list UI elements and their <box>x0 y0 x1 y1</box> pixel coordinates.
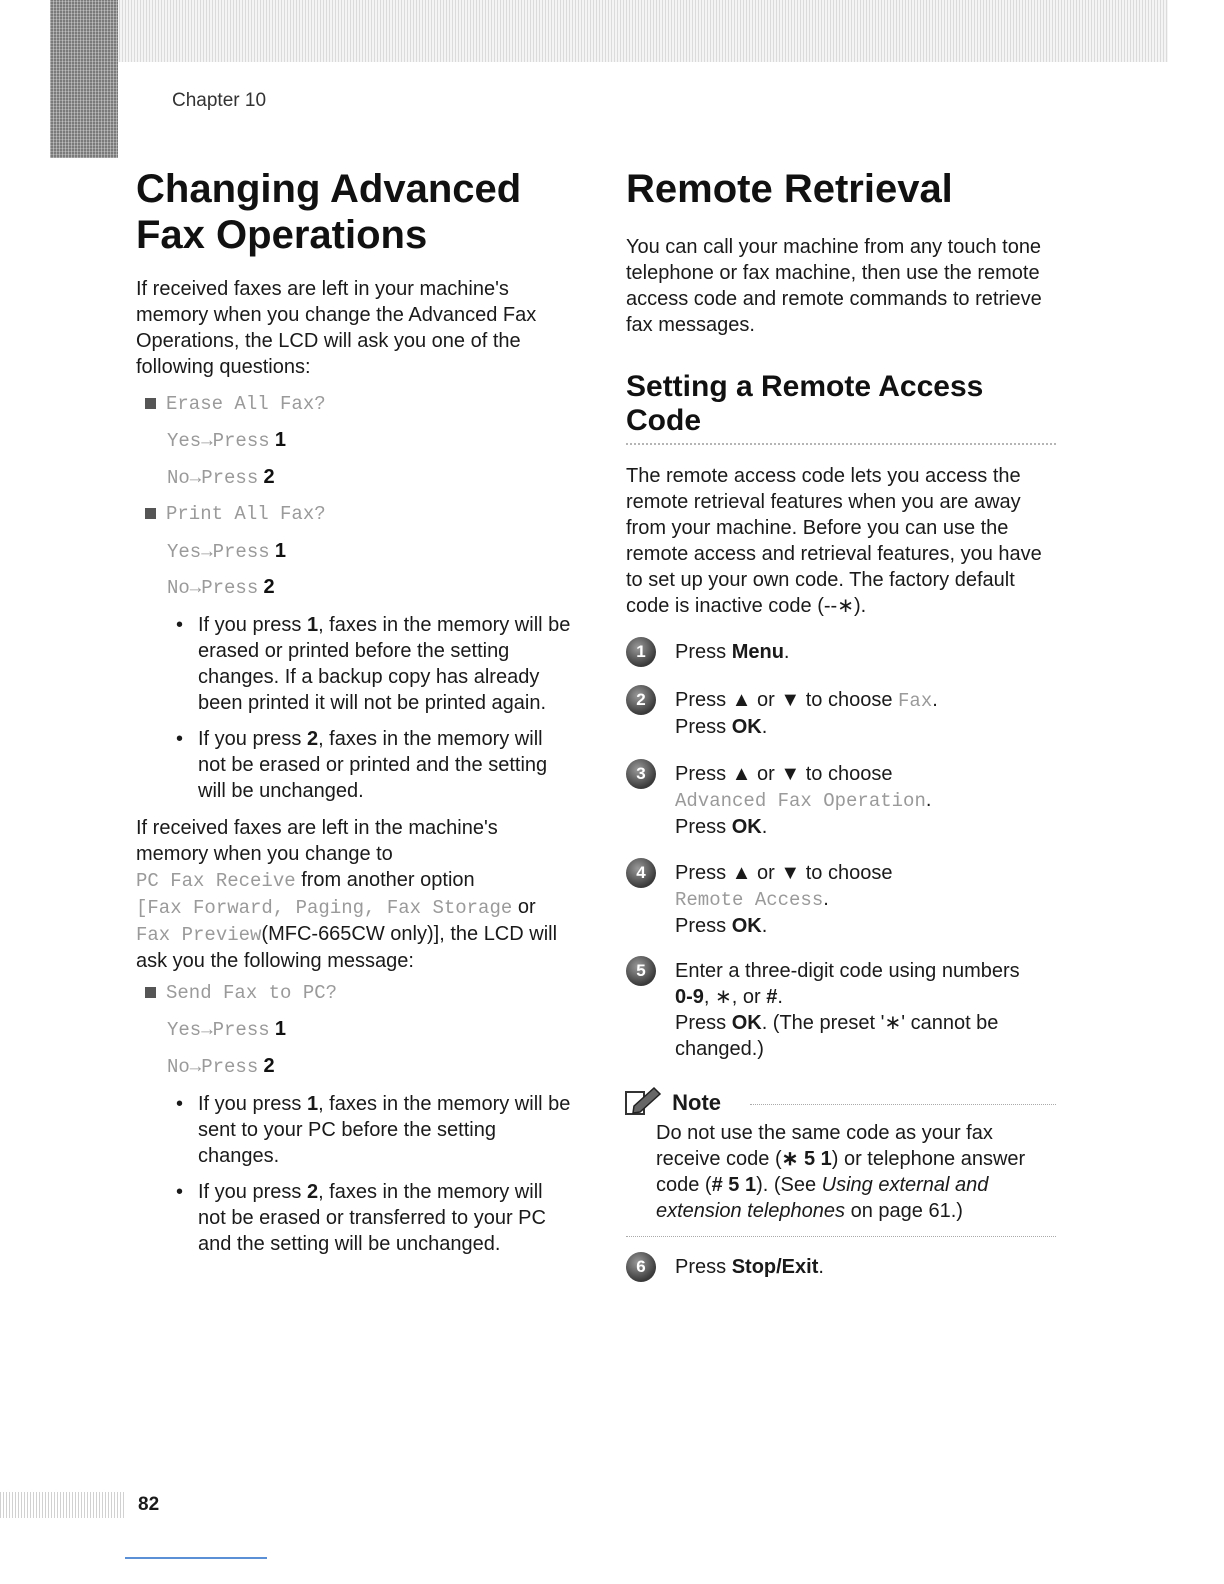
page-number: 82 <box>138 1494 160 1515</box>
note-text: on page 61.) <box>845 1200 963 1222</box>
square-bullet-icon <box>145 398 156 409</box>
step-number-icon: 2 <box>626 685 656 715</box>
option-yes <box>167 1018 286 1041</box>
step-text-part: Press <box>675 816 732 838</box>
option-yes <box>167 429 286 452</box>
right-para: The remote access code lets you access the remote retrieval features when you are away from your machine. Before you can use the remote access and retrieval features, you have to set up your own code. The factory default code is inactive code (--∗). <box>626 465 1042 617</box>
chapter-label: Chapter 10 <box>172 90 267 111</box>
lcd-option: Fax <box>898 690 933 712</box>
step-text-part: . <box>761 915 768 937</box>
step-text <box>675 639 1075 665</box>
bullet-key: 2 <box>306 1181 319 1203</box>
bullet-text: , faxes in the memory will not be erased or transferred to your PC and the setting will be unchanged. <box>198 1181 546 1255</box>
chapter-tab <box>50 0 118 158</box>
option-no-key: 2 <box>263 1055 275 1077</box>
bullet-text: If you press <box>198 1093 307 1115</box>
note-code: # 5 1 <box>711 1174 757 1196</box>
step-text-part: Press <box>675 716 732 738</box>
step-text-part: . <box>761 816 768 838</box>
step-number-icon: 3 <box>626 759 656 789</box>
step-5 <box>626 956 1076 1064</box>
step-4 <box>626 858 1076 940</box>
option-yes-key: 1 <box>274 1018 287 1040</box>
option-yes-key: 1 <box>274 429 287 451</box>
step-text-part: Press ▲ or ▼ to choose <box>675 763 893 785</box>
lcd-text: Erase All Fax? <box>166 393 326 415</box>
dot-bullet-icon: • <box>176 1093 184 1115</box>
lcd-question-print <box>145 503 326 525</box>
step-3 <box>626 759 1076 841</box>
note-top-rule <box>750 1104 1056 1105</box>
square-bullet-icon <box>145 508 156 519</box>
ok-key: OK <box>731 915 762 937</box>
bullet-item <box>176 726 573 804</box>
note-text: ). (See <box>756 1174 822 1196</box>
bullet-key: 2 <box>306 728 319 750</box>
note-reference: Using external and extension telephones <box>656 1174 989 1222</box>
stop-exit-key: Stop/Exit <box>731 1256 819 1278</box>
option-no-key: 2 <box>263 576 275 598</box>
step-6 <box>626 1252 1076 1282</box>
square-bullet-icon <box>145 987 156 998</box>
digit-keys: 0-9 <box>675 986 704 1008</box>
footer-line <box>125 1557 267 1559</box>
step-text <box>675 687 1075 740</box>
left-title-line1: Changing Advanced <box>136 167 522 211</box>
right-intro: You can call your machine from any touch tone telephone or fax machine, then use the remote access code and remote commands to retrieve fax messages. <box>626 236 1042 336</box>
para2-option: Fax Preview <box>136 924 262 946</box>
note-body <box>656 1120 1056 1224</box>
step-text-part: Press <box>675 1256 732 1278</box>
dot-bullet-icon: • <box>176 614 184 636</box>
dot-bullet-icon: • <box>176 728 184 750</box>
bullet-text: If you press <box>198 728 307 750</box>
option-yes-key: 1 <box>274 540 287 562</box>
hash-key: # <box>766 986 778 1008</box>
left-column <box>136 166 566 258</box>
option-no-text: No→Press <box>167 467 259 489</box>
para2-text: from another option <box>295 869 475 891</box>
note-bottom-rule <box>626 1236 1056 1237</box>
para2-option: PC Fax Receive <box>136 870 296 892</box>
step-text-part: Press <box>675 915 732 937</box>
step-text-part: . <box>932 689 938 711</box>
option-no <box>167 466 275 489</box>
step-number-icon: 1 <box>626 637 656 667</box>
bullet-item <box>176 1179 573 1257</box>
step-text-part: Press ▲ or ▼ to choose <box>675 689 899 711</box>
option-yes-text: Yes→Press <box>167 430 270 452</box>
pencil-note-icon <box>624 1086 666 1116</box>
note-heading <box>624 1086 721 1116</box>
bullet-key: 1 <box>306 614 319 636</box>
note-text: ) or telephone answer code ( <box>656 1148 1026 1196</box>
bullet-text: If you press <box>198 1181 307 1203</box>
step-number-icon: 5 <box>626 956 656 986</box>
step-text-part: . <box>761 716 768 738</box>
step-text-part: . <box>925 789 932 811</box>
step-text-part: . <box>777 986 783 1008</box>
bullet-item <box>176 612 573 716</box>
para2-option: [Fax Forward, Paging, Fax Storage <box>136 897 513 919</box>
header-band <box>50 0 1168 62</box>
lcd-option: Advanced Fax Operation <box>675 790 926 812</box>
option-yes-text: Yes→Press <box>167 1019 270 1041</box>
left-title <box>136 166 566 258</box>
section-rule <box>626 443 1056 445</box>
option-no <box>167 576 275 599</box>
section-heading <box>626 370 983 438</box>
step-text <box>675 958 1065 1062</box>
menu-key: Menu <box>731 641 784 663</box>
right-title: Remote Retrieval <box>626 167 953 211</box>
step-text-part: Press <box>675 641 732 663</box>
dot-bullet-icon: • <box>176 1181 184 1203</box>
lcd-text: Print All Fax? <box>166 503 326 525</box>
left-intro: If received faxes are left in your machine's memory when you change the Advanced Fax Operations, the LCD will ask you one of the following questions: <box>136 278 537 378</box>
bullet-item <box>176 1091 573 1169</box>
bullet-text: If you press <box>198 614 307 636</box>
bullet-text: , faxes in the memory will be sent to your PC before the setting changes. <box>198 1093 571 1167</box>
option-no-key: 2 <box>263 466 275 488</box>
para2-text: or <box>512 896 536 918</box>
bullet-key: 1 <box>306 1093 319 1115</box>
lcd-question-send <box>145 982 337 1004</box>
step-text <box>675 1254 1075 1280</box>
step-2 <box>626 685 1076 741</box>
step-text-part: Press ▲ or ▼ to choose <box>675 862 893 884</box>
para2-text: (MFC-665CW only)], the LCD will ask you the following message: <box>136 923 558 972</box>
left-para2 <box>136 815 566 974</box>
section-heading-line1: Setting a Remote Access <box>626 370 984 403</box>
option-yes-text: Yes→Press <box>167 541 270 563</box>
note-title-text: Note <box>672 1090 722 1115</box>
bullet-text: , faxes in the memory will be erased or printed before the setting changes. If a backup copy has already been printed it will not be printed again. <box>198 614 571 714</box>
step-number-icon: 6 <box>626 1252 656 1282</box>
step-text-part: . <box>823 888 829 910</box>
step-text-part: . <box>818 1256 824 1278</box>
note-code: ∗ 5 1 <box>781 1148 832 1170</box>
footer-band <box>0 1492 124 1518</box>
section-heading-line2: Code <box>626 404 701 437</box>
option-no-text: No→Press <box>167 1056 259 1078</box>
option-no <box>167 1055 275 1078</box>
lcd-option: Remote Access <box>675 889 824 911</box>
note-text: Do not use the same code as your fax receive code ( <box>656 1122 993 1170</box>
step-text-part: . (The preset '∗' cannot be changed.) <box>675 1012 999 1060</box>
step-text <box>675 761 1075 840</box>
option-no-text: No→Press <box>167 577 259 599</box>
step-text-part: , ∗, or <box>703 986 767 1008</box>
ok-key: OK <box>731 716 762 738</box>
step-1 <box>626 637 1076 667</box>
step-text <box>675 860 1075 939</box>
left-title-line2: Fax Operations <box>136 213 428 257</box>
bullet-text: , faxes in the memory will not be erased or printed and the setting will be unchanged. <box>198 728 548 802</box>
lcd-text: Send Fax to PC? <box>166 982 338 1004</box>
ok-key: OK <box>731 1012 762 1034</box>
para2-text: If received faxes are left in the machine's memory when you change to <box>136 817 498 865</box>
ok-key: OK <box>731 816 762 838</box>
step-number-icon: 4 <box>626 858 656 888</box>
step-text-part: Press <box>675 1012 732 1034</box>
step-text-part: Enter a three-digit code using numbers <box>675 960 1020 982</box>
lcd-question-erase <box>145 393 326 415</box>
step-text-part: . <box>783 641 790 663</box>
option-yes <box>167 540 286 563</box>
